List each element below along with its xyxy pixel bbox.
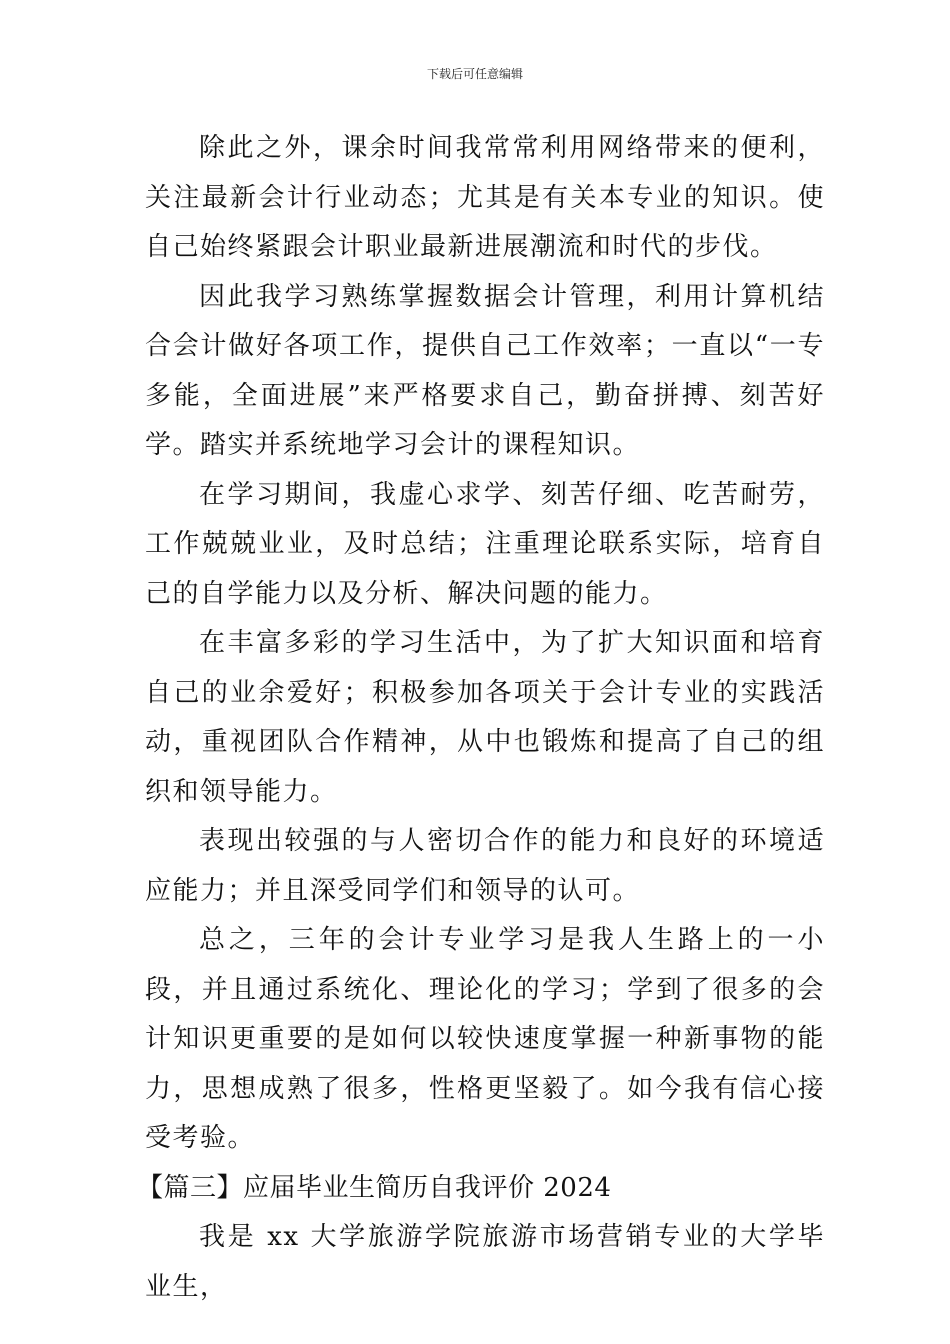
header-note: 下载后可任意编辑 xyxy=(426,67,523,81)
paragraph-1: 除此之外，课余时间我常常利用网络带来的便利，关注最新会计行业动态；尤其是有关本专业的知识。使自己始终紧跟会计职业最新进展潮流和时代的步伐。 xyxy=(145,133,825,262)
paragraph-2: 因此我学习熟练掌握数据会计管理，利用计算机结合会计做好各项工作，提供自己工作效率；一直以“一专多能，全面进展”来严格要求自己，勤奋拼搏、刻苦好学。踏实并系统地学习会计的课程知识。 xyxy=(145,281,825,460)
paragraph-6: 总之，三年的会计专业学习是我人生路上的一小段，并且通过系统化、理论化的学习；学到了很多的会计知识更重要的是如何以较快速度掌握一种新事物的能力，思想成熟了很多，性格更坚毅了。如今我有信心接受考验。 xyxy=(145,925,825,1153)
paragraph-4: 在丰富多彩的学习生活中，为了扩大知识面和培育自己的业余爱好；积极参加各项关于会计专业的实践活动，重视团队合作精神，从中也锻炼和提高了自己的组织和领导能力。 xyxy=(145,628,825,807)
paragraph-3: 在学习期间，我虚心求学、刻苦仔细、吃苦耐劳，工作兢兢业业，及时总结；注重理论联系实际，培育自己的自学能力以及分析、解决问题的能力。 xyxy=(145,479,825,609)
document-body xyxy=(137,124,825,1312)
section-title: 【篇三】应届毕业生简历自我评价 2024 xyxy=(137,1172,612,1203)
paragraph-5: 表现出较强的与人密切合作的能力和良好的环境适应能力；并且深受同学们和领导的认可。 xyxy=(145,826,825,906)
paragraph-7: 我是 xx 大学旅游学院旅游市场营销专业的大学毕业生， xyxy=(145,1222,825,1302)
